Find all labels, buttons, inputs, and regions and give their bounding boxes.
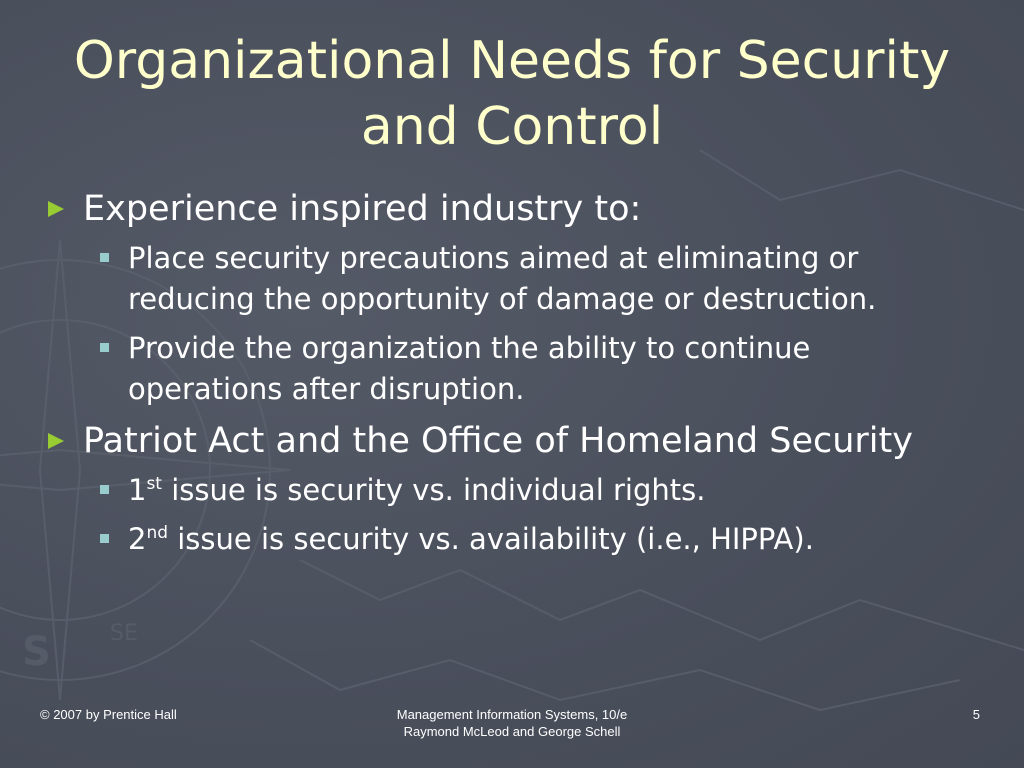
footer-book-title: Management Information Systems, 10/e [396, 707, 628, 722]
slide-number: 5 [972, 707, 980, 722]
square-bullet-icon [100, 534, 109, 543]
slide-title [40, 28, 984, 160]
sub-bullet-text: reducing the opportunity of damage or destruction. [128, 282, 877, 316]
footer-authors: Raymond McLeod and George Schell [403, 724, 621, 739]
bullet-text: Patriot Act and the Office of Homeland Security [83, 421, 913, 461]
svg-text:S: S [22, 629, 51, 675]
sub-bullet-individual-rights [128, 470, 988, 511]
sub-bullet-text: issue is security vs. availability (i.e., HIPPA). [168, 522, 814, 556]
slide-body [48, 186, 988, 568]
bullet-text: Experience inspired industry to: [83, 189, 642, 229]
sub-bullet-text: issue is security vs. individual rights. [161, 473, 706, 507]
svg-text:SE: SE [110, 621, 138, 646]
triangle-right-icon [48, 433, 64, 449]
triangle-right-icon [48, 201, 64, 217]
bullet-patriot-act [48, 418, 988, 464]
slide-title-line-1: Organizational Needs for Security [73, 31, 951, 91]
footer-copyright: © 2007 by Prentice Hall [40, 707, 177, 722]
sub-bullet-precautions [128, 238, 988, 320]
footer-book-info [312, 706, 712, 740]
sub-bullet-text: Place security precautions aimed at eliminating or [128, 241, 859, 275]
ordinal-suffix: st [146, 474, 162, 494]
square-bullet-icon [100, 485, 109, 494]
bullet-experience [48, 186, 988, 232]
square-bullet-icon [100, 343, 109, 352]
square-bullet-icon [100, 253, 109, 262]
sub-bullet-text: operations after disruption. [128, 372, 525, 406]
ordinal-number: 2 [128, 522, 147, 556]
slide-title-line-2: and Control [360, 97, 664, 157]
sub-bullet-text: Provide the organization the ability to continue [128, 331, 811, 365]
sub-bullet-continuity [128, 328, 988, 410]
ordinal-number: 1 [128, 473, 147, 507]
ordinal-suffix: nd [146, 523, 169, 543]
sub-bullet-availability [128, 519, 988, 560]
